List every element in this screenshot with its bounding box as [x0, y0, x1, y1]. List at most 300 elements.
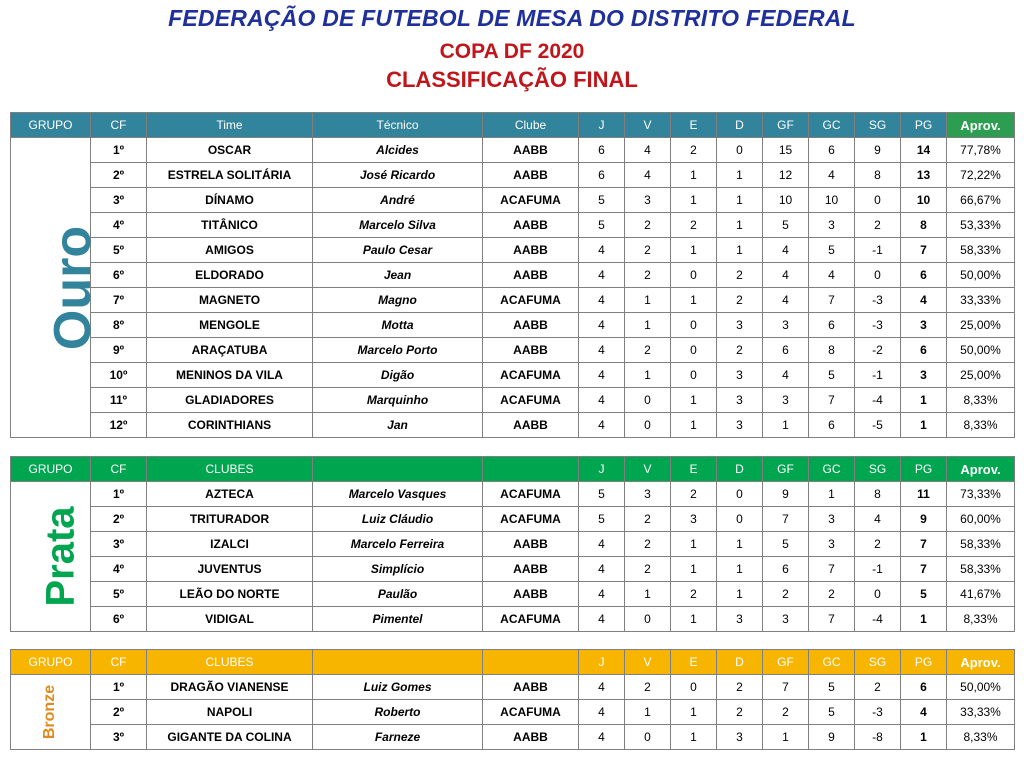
- cell-v: 1: [625, 700, 671, 725]
- table-row: [11, 557, 1015, 582]
- cell-gc: 10: [809, 188, 855, 213]
- cell-v: 1: [625, 363, 671, 388]
- cell-j: 4: [579, 725, 625, 750]
- header-sg: SG: [855, 113, 901, 138]
- cell-team: GLADIADORES: [147, 388, 313, 413]
- cell-coach: Magno: [313, 288, 483, 313]
- header-grupo: GRUPO: [11, 113, 91, 138]
- cell-team: MENGOLE: [147, 313, 313, 338]
- cell-pg: 1: [901, 607, 947, 632]
- cell-club: AABB: [483, 313, 579, 338]
- cell-d: 3: [717, 363, 763, 388]
- cell-coach: Digão: [313, 363, 483, 388]
- cell-v: 3: [625, 188, 671, 213]
- cell-v: 0: [625, 413, 671, 438]
- cell-club: AABB: [483, 163, 579, 188]
- cell-e: 0: [671, 313, 717, 338]
- header-j: J: [579, 113, 625, 138]
- cell-team: MENINOS DA VILA: [147, 363, 313, 388]
- cell-club: ACAFUMA: [483, 363, 579, 388]
- header-team: CLUBES: [147, 650, 313, 675]
- cell-gc: 7: [809, 557, 855, 582]
- group-label: [11, 675, 91, 750]
- cell-d: 1: [717, 582, 763, 607]
- cell-team: DRAGÃO VIANENSE: [147, 675, 313, 700]
- cell-sg: -4: [855, 388, 901, 413]
- cell-coach: Jan: [313, 413, 483, 438]
- cell-club: ACAFUMA: [483, 507, 579, 532]
- cell-v: 2: [625, 675, 671, 700]
- cell-j: 5: [579, 213, 625, 238]
- cell-club: ACAFUMA: [483, 482, 579, 507]
- header-d: D: [717, 650, 763, 675]
- cell-gf: 4: [763, 263, 809, 288]
- cell-e: 1: [671, 238, 717, 263]
- cell-aprov: 50,00%: [947, 263, 1015, 288]
- cell-aprov: 58,33%: [947, 238, 1015, 263]
- header-club: [483, 457, 579, 482]
- table-row: [11, 507, 1015, 532]
- cell-gc: 5: [809, 675, 855, 700]
- cell-coach: Alcides: [313, 138, 483, 163]
- cell-pg: 3: [901, 363, 947, 388]
- cell-pos: 9º: [91, 338, 147, 363]
- cell-gc: 3: [809, 532, 855, 557]
- cell-gf: 9: [763, 482, 809, 507]
- header-team: CLUBES: [147, 457, 313, 482]
- header-v: V: [625, 113, 671, 138]
- header-grupo: GRUPO: [11, 650, 91, 675]
- table-row: [11, 263, 1015, 288]
- cell-sg: -1: [855, 557, 901, 582]
- cell-e: 1: [671, 607, 717, 632]
- cell-j: 5: [579, 507, 625, 532]
- cell-club: ACAFUMA: [483, 288, 579, 313]
- cell-aprov: 50,00%: [947, 338, 1015, 363]
- cell-v: 4: [625, 138, 671, 163]
- cell-team: TRITURADOR: [147, 507, 313, 532]
- header-coach: [313, 650, 483, 675]
- cell-pos: 1º: [91, 138, 147, 163]
- header-v: V: [625, 650, 671, 675]
- cell-j: 4: [579, 313, 625, 338]
- cell-pg: 6: [901, 675, 947, 700]
- header-cf: CF: [91, 457, 147, 482]
- header-club: Clube: [483, 113, 579, 138]
- cell-club: ACAFUMA: [483, 388, 579, 413]
- cell-gf: 4: [763, 288, 809, 313]
- cell-d: 3: [717, 607, 763, 632]
- cell-e: 1: [671, 188, 717, 213]
- cell-sg: 9: [855, 138, 901, 163]
- cell-pg: 14: [901, 138, 947, 163]
- cell-gf: 4: [763, 238, 809, 263]
- cell-j: 4: [579, 263, 625, 288]
- cell-sg: 0: [855, 188, 901, 213]
- cell-e: 0: [671, 338, 717, 363]
- header-sg: SG: [855, 650, 901, 675]
- table-row: [11, 725, 1015, 750]
- cell-v: 2: [625, 263, 671, 288]
- cell-club: AABB: [483, 238, 579, 263]
- cell-gf: 1: [763, 725, 809, 750]
- header-pg: PG: [901, 650, 947, 675]
- header-j: J: [579, 650, 625, 675]
- cell-aprov: 58,33%: [947, 557, 1015, 582]
- table-row: [11, 213, 1015, 238]
- header-grupo: GRUPO: [11, 457, 91, 482]
- header-j: J: [579, 457, 625, 482]
- cell-e: 1: [671, 557, 717, 582]
- cell-d: 1: [717, 163, 763, 188]
- cell-v: 0: [625, 607, 671, 632]
- header-cf: CF: [91, 650, 147, 675]
- header-pg: PG: [901, 457, 947, 482]
- cell-v: 1: [625, 582, 671, 607]
- cell-club: AABB: [483, 413, 579, 438]
- cell-gc: 5: [809, 238, 855, 263]
- cell-pos: 6º: [91, 607, 147, 632]
- cell-pos: 3º: [91, 532, 147, 557]
- cell-j: 5: [579, 188, 625, 213]
- cell-sg: 2: [855, 213, 901, 238]
- cell-sg: -8: [855, 725, 901, 750]
- cell-sg: -4: [855, 607, 901, 632]
- cell-j: 4: [579, 288, 625, 313]
- cell-e: 1: [671, 288, 717, 313]
- cell-sg: -1: [855, 238, 901, 263]
- cell-e: 1: [671, 725, 717, 750]
- group-label: [11, 138, 103, 438]
- table-row: [11, 607, 1015, 632]
- table-row: [11, 138, 1015, 163]
- cell-gf: 2: [763, 582, 809, 607]
- cell-aprov: 50,00%: [947, 675, 1015, 700]
- cell-coach: Farneze: [313, 725, 483, 750]
- cell-pg: 4: [901, 288, 947, 313]
- cell-d: 2: [717, 338, 763, 363]
- cell-club: AABB: [483, 338, 579, 363]
- cell-aprov: 33,33%: [947, 700, 1015, 725]
- cell-e: 1: [671, 532, 717, 557]
- header-row: [11, 457, 1015, 482]
- cell-j: 4: [579, 338, 625, 363]
- cell-d: 0: [717, 507, 763, 532]
- cell-team: ELDORADO: [147, 263, 313, 288]
- cell-aprov: 8,33%: [947, 413, 1015, 438]
- cell-gf: 1: [763, 413, 809, 438]
- group-prata-table: [10, 456, 1015, 632]
- cell-v: 2: [625, 213, 671, 238]
- cell-coach: Luiz Gomes: [313, 675, 483, 700]
- header-sg: SG: [855, 457, 901, 482]
- cell-gc: 8: [809, 338, 855, 363]
- cell-pos: 5º: [91, 238, 147, 263]
- cell-coach: Marcelo Porto: [313, 338, 483, 363]
- cell-aprov: 73,33%: [947, 482, 1015, 507]
- cell-v: 2: [625, 238, 671, 263]
- cell-sg: 0: [855, 263, 901, 288]
- cell-d: 3: [717, 313, 763, 338]
- cell-coach: Marquinho: [313, 388, 483, 413]
- cell-sg: -2: [855, 338, 901, 363]
- cell-pg: 3: [901, 313, 947, 338]
- cell-team: AMIGOS: [147, 238, 313, 263]
- cell-e: 1: [671, 388, 717, 413]
- cell-pos: 2º: [91, 700, 147, 725]
- group-bronze-table: [10, 649, 1015, 750]
- cell-d: 1: [717, 238, 763, 263]
- cell-coach: Marcelo Vasques: [313, 482, 483, 507]
- cell-e: 3: [671, 507, 717, 532]
- cell-aprov: 66,67%: [947, 188, 1015, 213]
- cell-gf: 5: [763, 213, 809, 238]
- cell-pos: 12º: [91, 413, 147, 438]
- cell-club: AABB: [483, 532, 579, 557]
- cell-j: 6: [579, 163, 625, 188]
- cell-team: LEÃO DO NORTE: [147, 582, 313, 607]
- header-aprov: Aprov.: [947, 113, 1015, 138]
- cell-v: 0: [625, 388, 671, 413]
- header-e: E: [671, 650, 717, 675]
- cell-d: 3: [717, 388, 763, 413]
- cell-coach: Luiz Cláudio: [313, 507, 483, 532]
- cell-v: 0: [625, 725, 671, 750]
- cell-club: AABB: [483, 675, 579, 700]
- header-pg: PG: [901, 113, 947, 138]
- table-row: [11, 238, 1015, 263]
- cell-v: 3: [625, 482, 671, 507]
- cell-v: 2: [625, 532, 671, 557]
- cell-pg: 9: [901, 507, 947, 532]
- group-name: Bronze: [41, 684, 59, 740]
- cell-v: 1: [625, 288, 671, 313]
- cell-sg: -1: [855, 363, 901, 388]
- header-row: [11, 650, 1015, 675]
- cell-team: NAPOLI: [147, 700, 313, 725]
- cell-aprov: 25,00%: [947, 363, 1015, 388]
- cell-gf: 10: [763, 188, 809, 213]
- header-club: [483, 650, 579, 675]
- cell-pos: 3º: [91, 188, 147, 213]
- cell-gc: 9: [809, 725, 855, 750]
- cell-gf: 3: [763, 388, 809, 413]
- header-gf: GF: [763, 650, 809, 675]
- cell-aprov: 53,33%: [947, 213, 1015, 238]
- cell-sg: 2: [855, 675, 901, 700]
- cell-coach: André: [313, 188, 483, 213]
- cell-pos: 6º: [91, 263, 147, 288]
- cell-v: 4: [625, 163, 671, 188]
- cell-d: 1: [717, 532, 763, 557]
- cell-pos: 7º: [91, 288, 147, 313]
- cell-aprov: 8,33%: [947, 725, 1015, 750]
- cup-title: COPA DF 2020: [439, 40, 585, 63]
- cell-club: ACAFUMA: [483, 188, 579, 213]
- cell-pg: 11: [901, 482, 947, 507]
- cell-aprov: 33,33%: [947, 288, 1015, 313]
- cell-gc: 4: [809, 263, 855, 288]
- cell-pos: 2º: [91, 163, 147, 188]
- cell-aprov: 77,78%: [947, 138, 1015, 163]
- cell-team: AZTECA: [147, 482, 313, 507]
- cell-team: CORINTHIANS: [147, 413, 313, 438]
- cell-d: 1: [717, 188, 763, 213]
- cell-j: 4: [579, 557, 625, 582]
- cell-pg: 7: [901, 532, 947, 557]
- cell-pg: 1: [901, 725, 947, 750]
- cell-pg: 8: [901, 213, 947, 238]
- cell-e: 2: [671, 213, 717, 238]
- cell-gc: 5: [809, 700, 855, 725]
- cell-gf: 7: [763, 507, 809, 532]
- cell-d: 0: [717, 482, 763, 507]
- cell-pg: 10: [901, 188, 947, 213]
- cell-d: 1: [717, 213, 763, 238]
- cell-e: 2: [671, 482, 717, 507]
- table-row: [11, 363, 1015, 388]
- cell-gf: 3: [763, 313, 809, 338]
- cell-j: 5: [579, 482, 625, 507]
- header-gf: GF: [763, 457, 809, 482]
- cell-gc: 7: [809, 607, 855, 632]
- cell-pos: 5º: [91, 582, 147, 607]
- header-cf: CF: [91, 113, 147, 138]
- cell-pg: 7: [901, 557, 947, 582]
- header-coach: Técnico: [313, 113, 483, 138]
- cell-e: 1: [671, 413, 717, 438]
- cell-aprov: 72,22%: [947, 163, 1015, 188]
- cell-sg: 8: [855, 482, 901, 507]
- cell-v: 2: [625, 507, 671, 532]
- cell-team: JUVENTUS: [147, 557, 313, 582]
- cell-team: OSCAR: [147, 138, 313, 163]
- cell-sg: 0: [855, 582, 901, 607]
- cell-sg: -5: [855, 413, 901, 438]
- cell-sg: -3: [855, 700, 901, 725]
- cell-gc: 7: [809, 388, 855, 413]
- cell-club: AABB: [483, 263, 579, 288]
- cell-pg: 1: [901, 388, 947, 413]
- table-row: [11, 482, 1015, 507]
- cell-pg: 6: [901, 338, 947, 363]
- cell-j: 4: [579, 363, 625, 388]
- cell-gc: 6: [809, 313, 855, 338]
- federation-title: FEDERAÇÃO DE FUTEBOL DE MESA DO DISTRITO FEDERAL: [168, 5, 856, 31]
- cell-pos: 10º: [91, 363, 147, 388]
- cell-coach: Paulo Cesar: [313, 238, 483, 263]
- group-label: [11, 482, 91, 632]
- cell-pg: 4: [901, 700, 947, 725]
- header-d: D: [717, 457, 763, 482]
- cell-gf: 15: [763, 138, 809, 163]
- cell-aprov: 58,33%: [947, 532, 1015, 557]
- cell-gc: 3: [809, 213, 855, 238]
- cell-e: 0: [671, 675, 717, 700]
- cell-d: 0: [717, 138, 763, 163]
- cell-e: 1: [671, 163, 717, 188]
- cell-gf: 2: [763, 700, 809, 725]
- cell-team: IZALCI: [147, 532, 313, 557]
- cell-aprov: 25,00%: [947, 313, 1015, 338]
- cell-coach: Motta: [313, 313, 483, 338]
- table-row: [11, 338, 1015, 363]
- cell-gc: 7: [809, 288, 855, 313]
- cell-team: TITÂNICO: [147, 213, 313, 238]
- cell-e: 2: [671, 138, 717, 163]
- cell-coach: Jean: [313, 263, 483, 288]
- cell-pos: 3º: [91, 725, 147, 750]
- cell-pos: 2º: [91, 507, 147, 532]
- classification-title: CLASSIFICAÇÃO FINAL: [386, 67, 638, 92]
- table-row: [11, 675, 1015, 700]
- cell-coach: Marcelo Ferreira: [313, 532, 483, 557]
- header-gc: GC: [809, 457, 855, 482]
- cell-sg: 2: [855, 532, 901, 557]
- cell-j: 4: [579, 700, 625, 725]
- cell-pos: 4º: [91, 557, 147, 582]
- cell-sg: -3: [855, 313, 901, 338]
- cell-pos: 8º: [91, 313, 147, 338]
- cell-j: 4: [579, 532, 625, 557]
- table-row: [11, 413, 1015, 438]
- cell-gf: 12: [763, 163, 809, 188]
- cell-sg: 4: [855, 507, 901, 532]
- table-row: [11, 532, 1015, 557]
- header-coach: [313, 457, 483, 482]
- group-name: Ouro: [44, 225, 103, 350]
- cell-coach: Simplício: [313, 557, 483, 582]
- cell-gc: 4: [809, 163, 855, 188]
- cell-team: ARAÇATUBA: [147, 338, 313, 363]
- cell-sg: 8: [855, 163, 901, 188]
- cell-pos: 1º: [91, 482, 147, 507]
- cell-club: AABB: [483, 725, 579, 750]
- group-name: Prata: [38, 506, 83, 607]
- cell-gc: 2: [809, 582, 855, 607]
- cell-coach: Pimentel: [313, 607, 483, 632]
- table-row: [11, 163, 1015, 188]
- cell-club: AABB: [483, 557, 579, 582]
- cell-gf: 5: [763, 532, 809, 557]
- cell-pg: 1: [901, 413, 947, 438]
- cell-coach: Marcelo Silva: [313, 213, 483, 238]
- header-e: E: [671, 113, 717, 138]
- header-v: V: [625, 457, 671, 482]
- table-row: [11, 288, 1015, 313]
- cell-d: 3: [717, 413, 763, 438]
- cell-pg: 13: [901, 163, 947, 188]
- header-e: E: [671, 457, 717, 482]
- cell-club: ACAFUMA: [483, 700, 579, 725]
- cell-aprov: 8,33%: [947, 607, 1015, 632]
- cell-gc: 3: [809, 507, 855, 532]
- cell-club: AABB: [483, 138, 579, 163]
- header-gc: GC: [809, 650, 855, 675]
- cell-v: 2: [625, 557, 671, 582]
- cell-pos: 1º: [91, 675, 147, 700]
- cell-d: 1: [717, 557, 763, 582]
- cell-pg: 7: [901, 238, 947, 263]
- cell-aprov: 60,00%: [947, 507, 1015, 532]
- cell-team: ESTRELA SOLITÁRIA: [147, 163, 313, 188]
- cell-pg: 6: [901, 263, 947, 288]
- cell-pos: 11º: [91, 388, 147, 413]
- cell-v: 2: [625, 338, 671, 363]
- cell-gc: 6: [809, 138, 855, 163]
- cell-coach: José Ricardo: [313, 163, 483, 188]
- header-row: [11, 113, 1015, 138]
